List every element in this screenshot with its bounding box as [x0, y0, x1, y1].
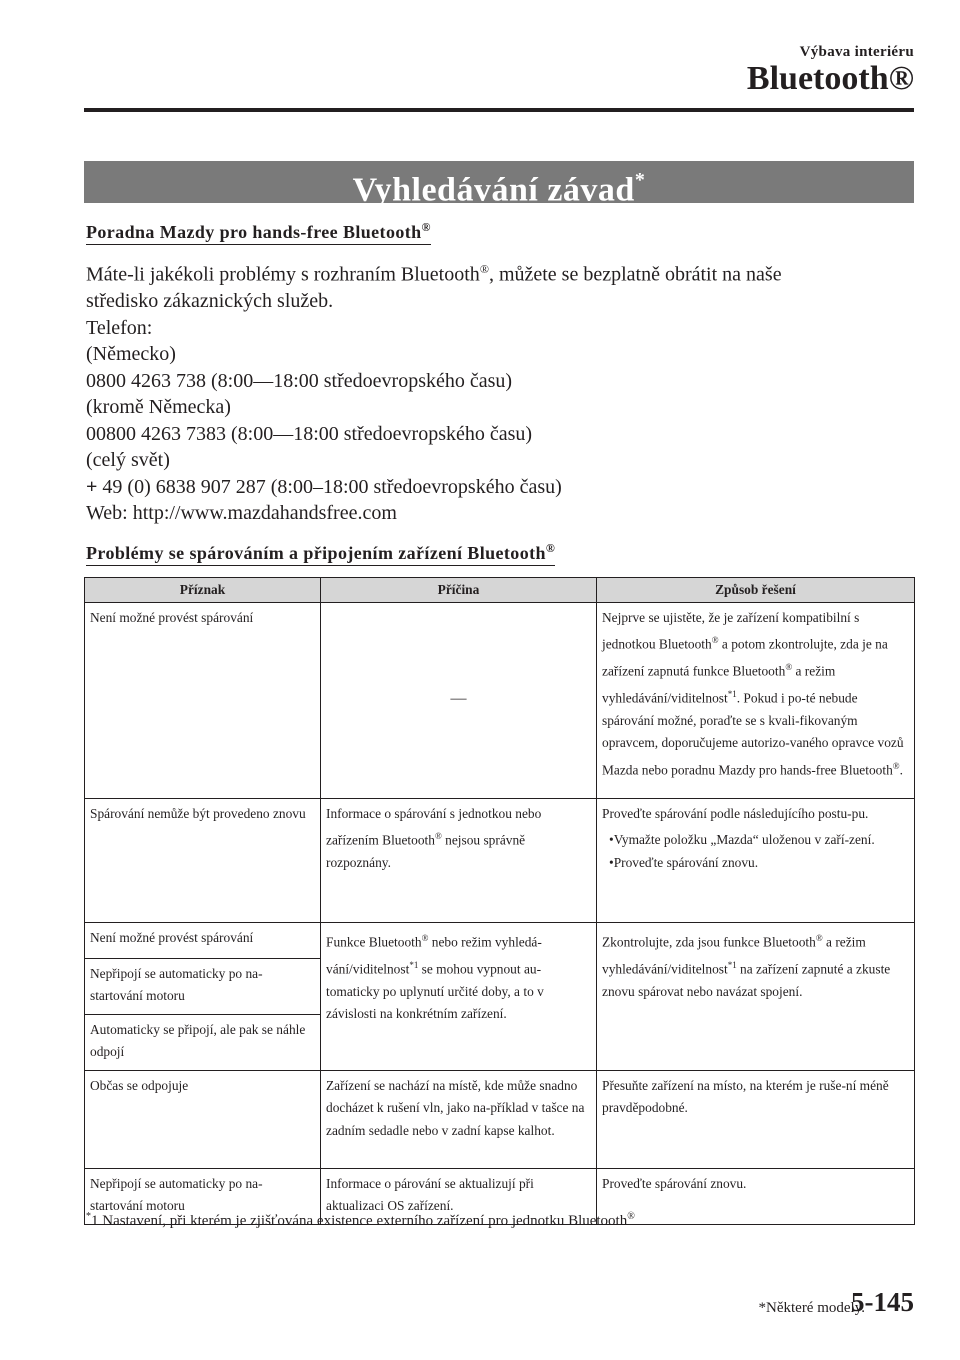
cause-text: nejsou správně rozpoznány. — [326, 832, 526, 871]
solution-cell — [597, 923, 915, 1071]
cause-cell: Zařízení se nachází na místě, kde může snadno docházet k rušení vln, jako na-příklad v tašce na zadním sedadle nebo v zadní kapse kalhot. — [321, 1071, 597, 1169]
cause-cell: Informace o párování se aktualizují při aktualizaci OS zařízení. — [321, 1169, 597, 1225]
symptom-cell: Nepřipojí se automaticky po na-startování motoru — [85, 1169, 321, 1225]
intro-line — [86, 256, 906, 288]
chapter-title: Bluetooth® — [746, 60, 914, 97]
cause-cell — [321, 799, 597, 923]
header-rule — [84, 108, 914, 112]
worldwide-label: (celý svět) — [86, 449, 170, 472]
symptom-cell: Automaticky se připojí, ale pak se náhle odpojí — [85, 1015, 321, 1071]
page-number: 5-145 — [851, 1287, 914, 1317]
table-header-row — [85, 578, 915, 603]
solution-cell: Přesuňte zařízení na místo, na kterém je ruše-ní méně pravděpodobné. — [597, 1071, 915, 1169]
section-banner — [84, 161, 914, 209]
solution-text: a režim vyhledávání/viditelnost — [602, 663, 836, 706]
cause-text: nebo režim vyhledá-vání/viditelnost — [326, 934, 542, 977]
section-label: Výbava interiéru — [799, 44, 914, 60]
banner-asterisk: * — [634, 169, 646, 191]
pairing-heading — [86, 541, 555, 566]
registered-mark: ® — [815, 933, 823, 943]
solution-text: na zařízení zapnuté a zkuste znovu spárovat nebo navázat spojení. — [602, 961, 891, 999]
footnote-text: 1 Nastavení, při kterém je zjišťována existence externího zařízení pro jednotku Bluetooth — [91, 1213, 628, 1229]
cause-text: Funkce Bluetooth — [326, 934, 422, 950]
footnote-mark: * — [86, 1211, 91, 1222]
outside-germany-label: (kromě Německa) — [86, 396, 231, 419]
table-row — [85, 603, 915, 799]
solution-text: . Pokud i po-té nebude spárování možné, poraďte se s kvali-fikovaným opravcem, doporučujeme autorizo-vaného opravce vozů Mazda nebo poradnu Mazdy pro hands-free Bluetooth — [602, 690, 904, 778]
support-heading — [86, 220, 431, 245]
website-line: Web: http://www.mazdahandsfree.com — [86, 502, 397, 525]
solution-text: Proveďte spárování podle následujícího postu-pu. — [602, 806, 869, 821]
outside-germany-phone: 00800 4263 7383 (8:00―18:00 středoevropského času) — [86, 422, 533, 445]
registered-mark: ® — [785, 662, 793, 673]
symptom-cell: Nepřipojí se automaticky po na-startování motoru — [85, 959, 321, 1015]
cause-text: Informace o spárování s jednotkou nebo zařízením Bluetooth — [326, 806, 542, 848]
intro-line-2: středisko zákaznických služeb. — [86, 290, 334, 313]
registered-mark: ® — [479, 262, 489, 276]
germany-phone: 0800 4263 738 (8:00―18:00 středoevropského času) — [86, 369, 513, 392]
solution-bullet: •Vymažte položku „Mazda“ uloženou v zaří-zení. — [609, 832, 875, 848]
solution-text: a režim vyhledávání/viditelnost — [602, 934, 866, 977]
worldwide-phone-number: 49 (0) 6838 907 287 (8:00–18:00 středoevropského času) — [97, 475, 562, 498]
banner-title: Vyhledávání závad — [352, 171, 635, 209]
solution-cell — [597, 603, 915, 799]
table-row — [85, 1071, 915, 1169]
registered-mark: ® — [545, 541, 556, 555]
table-row — [85, 799, 915, 923]
worldwide-phone — [86, 474, 906, 501]
troubleshooting-table — [84, 577, 915, 1225]
solution-text: a potom zkontrolujte, zda je na zařízení zapnutá funkce Bluetooth — [602, 636, 888, 679]
support-heading-text: Poradna Mazdy pro hands-free Bluetooth — [86, 222, 422, 242]
cause-cell — [321, 923, 597, 1071]
registered-mark: ® — [892, 760, 900, 771]
footnote-ref: *1 — [727, 689, 737, 700]
footnote-ref: *1 — [727, 959, 737, 970]
intro-text-b: , můžete se bezplatně obrátit na naše — [488, 263, 782, 286]
plus-icon: + — [86, 475, 98, 498]
registered-mark: ® — [421, 933, 429, 943]
phone-label: Telefon: — [86, 316, 153, 339]
solution-text: Nejprve se ujistěte, že je zařízení kompatibilní s jednotkou Bluetooth — [602, 610, 860, 652]
footnote-ref: *1 — [409, 959, 419, 970]
cause-text: se mohou vypnout au-tomaticky po uplynutí určité doby, a to v závislosti na konkrétním zařízení. — [326, 961, 544, 1022]
table-row — [85, 923, 915, 959]
symptom-cell: Občas se odpojuje — [85, 1071, 321, 1169]
support-body — [86, 256, 906, 527]
column-header-cause: Příčina — [321, 578, 597, 603]
solution-cell: Proveďte spárování znovu. — [597, 1169, 915, 1225]
cause-cell: — — [321, 603, 597, 799]
germany-label: (Německo) — [86, 343, 176, 366]
pairing-heading-text: Problémy se spárováním a připojením zařízení Bluetooth — [86, 543, 546, 563]
solution-bullet: •Proveďte spárování znovu. — [609, 854, 759, 870]
solution-cell — [597, 799, 915, 923]
registered-mark: ® — [627, 1211, 635, 1222]
solution-text: . — [899, 762, 903, 778]
symptom-cell: Spárování nemůže být provedeno znovu — [85, 799, 321, 923]
footnote — [86, 1211, 635, 1230]
registered-mark: ® — [711, 635, 719, 646]
solution-text: Zkontrolujte, zda jsou funkce Bluetooth — [602, 934, 816, 950]
registered-mark: ® — [434, 831, 442, 842]
registered-mark: ® — [421, 220, 431, 234]
footer-note: *Některé modely. — [758, 1300, 865, 1316]
symptom-cell: Není možné provést spárování — [85, 603, 321, 799]
column-header-symptom: Příznak — [85, 578, 321, 603]
symptom-cell: Není možné provést spárování — [85, 923, 321, 959]
column-header-solution: Způsob řešení — [597, 578, 915, 603]
intro-text-a: Máte-li jakékoli problémy s rozhraním Bluetooth — [86, 263, 480, 286]
